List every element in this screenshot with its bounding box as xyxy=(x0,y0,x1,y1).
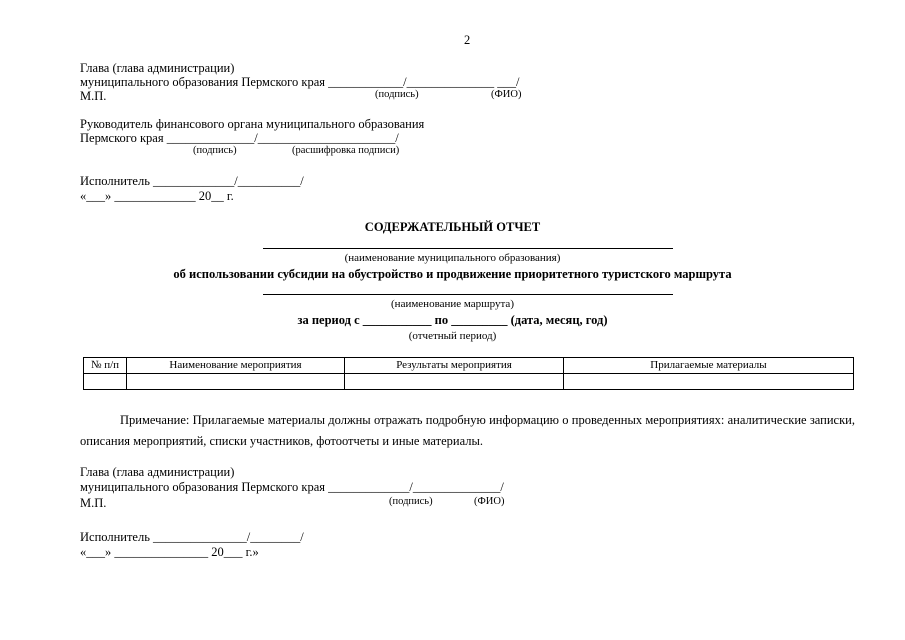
col-header-materials: Прилагаемые материалы xyxy=(564,358,854,374)
report-title: СОДЕРЖАТЕЛЬНЫЙ ОТЧЕТ xyxy=(364,220,541,234)
activities-table xyxy=(83,357,854,390)
report-period: за период с ___________ по _________ (дата, месяц, год) xyxy=(297,313,608,327)
note-paragraph: Примечание: Прилагаемые материалы должны отражать подробную информацию о проведенных мероприятиях: аналитические записки, описания мероприятий, списки участников, фотоотчеты и иные материалы. xyxy=(80,413,855,448)
date-line: «___» _____________ 20__ г. xyxy=(80,189,234,203)
seal-placeholder: М.П. xyxy=(80,89,107,103)
executor-line: Исполнитель _____________/__________/ xyxy=(80,174,304,188)
municipality-blank-line xyxy=(263,248,673,249)
table-cell xyxy=(564,374,854,390)
head-title-line-bottom: Глава (глава администрации) xyxy=(80,465,235,479)
signature-caption: (подпись) xyxy=(375,89,419,100)
report-subject: об использовании субсидии на обустройство и продвижение приоритетного туристского маршрута xyxy=(173,267,732,281)
col-header-results: Результаты мероприятия xyxy=(345,358,564,374)
finance-head-signature-line: Пермского края ______________/______________________/ xyxy=(80,131,399,145)
fio-caption-bottom: (ФИО) xyxy=(474,496,505,507)
date-line-bottom: «___» _______________ 20___ г.» xyxy=(80,545,259,559)
route-blank-line xyxy=(263,294,673,295)
col-header-number: № п/п xyxy=(84,358,127,374)
head-signature-line: муниципального образования Пермского края ____________/______________ ___/ xyxy=(80,75,520,89)
signature-caption-bottom: (подпись) xyxy=(389,496,433,507)
seal-placeholder-bottom: М.П. xyxy=(80,496,107,510)
signature-caption: (подпись) xyxy=(193,145,237,156)
head-signature-line-bottom: муниципального образования Пермского края _____________/______________/ xyxy=(80,480,504,494)
period-caption: (отчетный период) xyxy=(408,330,497,342)
fio-caption: (ФИО) xyxy=(491,89,522,100)
table-cell xyxy=(127,374,345,390)
executor-line-bottom: Исполнитель _______________/________/ xyxy=(80,530,304,544)
head-title-line: Глава (глава администрации) xyxy=(80,61,235,75)
page-number: 2 xyxy=(464,33,471,47)
signature-decode-caption: (расшифровка подписи) xyxy=(292,145,400,156)
municipality-caption: (наименование муниципального образования) xyxy=(344,252,561,264)
col-header-activity: Наименование мероприятия xyxy=(127,358,345,374)
table-header-row xyxy=(84,358,854,374)
table-cell xyxy=(84,374,127,390)
table-row xyxy=(84,374,854,390)
finance-head-title: Руководитель финансового органа муниципального образования xyxy=(80,117,425,131)
table-cell xyxy=(345,374,564,390)
route-caption: (наименование маршрута) xyxy=(391,298,514,310)
